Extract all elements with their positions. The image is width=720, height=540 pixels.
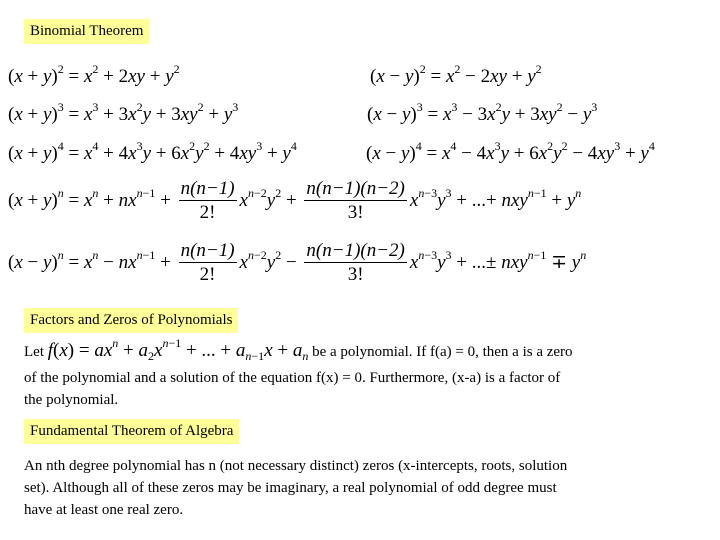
fundamental-text-line-2: set). Although all of these zeros may be imaginary, a real polynomial of odd degree must — [24, 480, 557, 496]
factors-text-line-3: the polynomial. — [24, 392, 119, 408]
eq-difference-cubed: $(x - y)^3 = x^3 - 3x^2y + 3xy^2 - y^3$ — [367, 100, 598, 125]
fraction-numerator: n(n−1)(n−2) — [306, 240, 405, 261]
fraction-denominator: 2! — [199, 202, 216, 223]
eq-difference-nth-power: $(x - y)^n = x^n - nx^{n-1}$ + $\frac{n(n-1)}{2!}$ $x^{n-2}y^2$ − $\frac{n(n-1)(n-2)}{3!}$ $x^{n-3}y^3$ + ...± $nxy^{n-1} \mp y^n$ — [8, 240, 587, 285]
fraction-denominator: 3! — [347, 264, 364, 285]
polynomial-formula: $f(x) = ax^n + a_2x^{n-1}$ + ... + $a_{n-1}x + a_n$ — [47, 336, 309, 363]
fraction-numerator: n(n−1) — [180, 240, 235, 261]
fundamental-text-line-1: An nth degree polynomial has n (not necessary distinct) zeros (x-intercepts, roots, solution — [24, 458, 568, 474]
eq-sum-squared: $(x + y)^2 = x^2 + 2xy + y^2$ — [8, 62, 180, 87]
polynomial-definition-line — [24, 336, 573, 363]
fraction-denominator: 2! — [199, 264, 216, 285]
factors-zeros-header: Factors and Zeros of Polynomials — [24, 308, 238, 333]
polynomial-definition-text: be a polynomial. If f(a) = 0, then a is a zero — [312, 344, 573, 360]
fraction-n-n-minus-1-n-minus-2 — [304, 240, 406, 287]
eq-difference-fourth: $(x - y)^4 = x^4 - 4x^3y + 6x^2y^2 - 4xy^3 + y^4$ — [366, 139, 655, 164]
let-word: Let — [24, 344, 44, 360]
fraction-denominator: 3! — [347, 202, 364, 223]
fundamental-theorem-header: Fundamental Theorem of Algebra — [24, 419, 239, 444]
eq-sum-cubed: $(x + y)^3 = x^3 + 3x^2y + 3xy^2 + y^3$ — [8, 100, 239, 125]
eq-sum-nth-power: $(x + y)^n = x^n + nx^{n-1}$ + $\frac{n(n-1)}{2!}$ $x^{n-2}y^2$ + $\frac{n(n-1)(n-2)}{3!}$ $x^{n-3}y^3$ + ...+ $nxy^{n-1} + y^n$ — [8, 178, 582, 223]
factors-text-line-2: of the polynomial and a solution of the equation f(x) = 0. Furthermore, (x-a) is a factor of — [24, 370, 561, 386]
fraction-n-n-minus-1 — [179, 178, 237, 225]
eq-difference-squared: $(x - y)^2 = x^2 - 2xy + y^2$ — [370, 62, 542, 87]
fraction-numerator: n(n−1) — [180, 178, 235, 199]
fraction-numerator: n(n−1)(n−2) — [306, 178, 405, 199]
binomial-theorem-header: Binomial Theorem — [24, 19, 149, 44]
eq-sum-fourth: $(x + y)^4 = x^4 + 4x^3y + 6x^2y^2 + 4xy^3 + y^4$ — [8, 139, 297, 164]
fraction-n-n-minus-1 — [179, 240, 237, 287]
fraction-n-n-minus-1-n-minus-2 — [304, 178, 406, 225]
fundamental-text-line-3: have at least one real zero. — [24, 502, 184, 518]
